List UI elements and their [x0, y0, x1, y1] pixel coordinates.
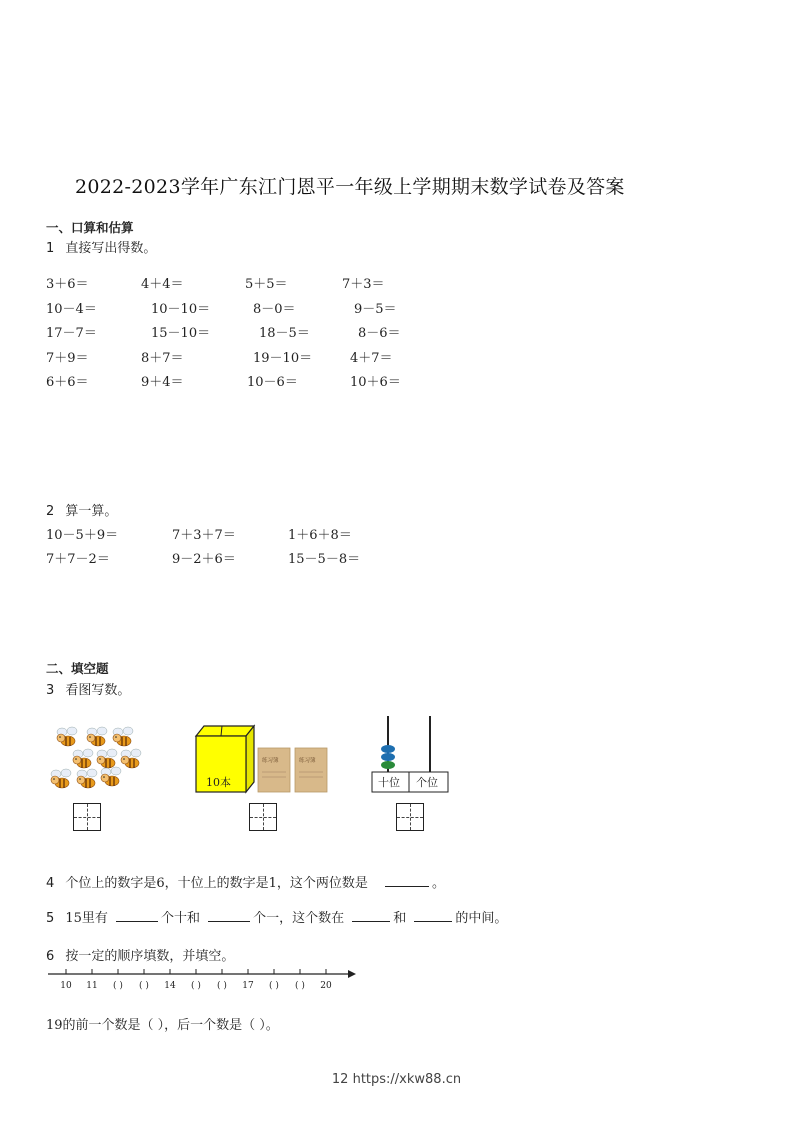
- equation: 9－2＋6＝: [172, 552, 236, 567]
- equation: 5＋5＝: [245, 277, 288, 292]
- question-text: 直接写出得数。: [65, 241, 157, 256]
- bee-icon: [101, 767, 121, 786]
- bee-icon: [87, 727, 107, 746]
- section-heading-1: 一、口算和估算: [46, 220, 134, 235]
- number-line-label: 11: [86, 981, 98, 991]
- number-line-label[interactable]: ( ): [113, 981, 123, 991]
- equation: 8－6＝: [358, 326, 401, 341]
- bee-icon: [121, 749, 141, 768]
- question-text-end: 。: [432, 876, 446, 891]
- number-line: [44, 964, 356, 994]
- bee-icon: [57, 727, 77, 746]
- equation: 10＋6＝: [350, 375, 401, 390]
- page-title: 2022-2023学年广东江门恩平一年级上学期期末数学试卷及答案: [75, 176, 625, 198]
- question-text: 个一，这个数在: [253, 911, 345, 926]
- notebook-label-2: 练习簿: [299, 758, 316, 764]
- equation: 10－10＝: [151, 301, 211, 317]
- equation: 3＋6＝: [46, 277, 89, 292]
- equation: 8－0＝: [253, 301, 296, 317]
- equation: 10－6＝: [247, 375, 298, 390]
- answer-box-1[interactable]: [73, 803, 101, 831]
- number-line-label: 10: [60, 981, 72, 991]
- equation: 7＋9＝: [46, 350, 89, 366]
- number-line-label[interactable]: ( ): [139, 981, 149, 991]
- equation: 6＋6＝: [46, 375, 89, 390]
- bead: [381, 761, 395, 769]
- bead: [381, 745, 395, 753]
- equation: 4＋7＝: [350, 350, 393, 366]
- question-text: 和: [393, 911, 407, 926]
- question-text: 按一定的顺序填数，并填空。: [65, 949, 235, 964]
- question-5: [46, 907, 507, 926]
- equation: 4＋4＝: [141, 277, 184, 292]
- number-line-label: 17: [242, 981, 254, 991]
- question-4: [46, 872, 445, 891]
- bee-icon: [51, 769, 71, 788]
- equation: 10－5＋9＝: [46, 528, 119, 543]
- abacus-tens-label: 十位: [378, 776, 400, 789]
- question-text: 算一算。: [65, 504, 118, 519]
- number-line-label[interactable]: ( ): [269, 981, 279, 991]
- equation: 17－7＝: [46, 326, 97, 341]
- question-6: [46, 945, 234, 964]
- question-text: 15里有: [65, 911, 108, 926]
- equation: 15－10＝: [151, 326, 211, 341]
- question-text: 个位上的数字是6，十位上的数字是1，这个两位数是: [65, 876, 368, 891]
- equation: 10－4＝: [46, 301, 97, 317]
- question-number: 3: [46, 683, 55, 698]
- bead: [381, 753, 395, 761]
- question-text: 个十和: [161, 911, 201, 926]
- bee-icon: [113, 727, 133, 746]
- answer-box-3[interactable]: [396, 803, 424, 831]
- question-number: 5: [46, 911, 55, 926]
- question-number: 4: [46, 876, 55, 891]
- bee-icon: [77, 769, 97, 788]
- abacus-ones-label: 个位: [416, 776, 438, 789]
- equation: 15－5－8＝: [288, 552, 361, 567]
- number-line-label[interactable]: ( ): [295, 981, 305, 991]
- question-6-blanks: 19的前一个数是（ ），后一个数是（ ）。: [46, 1018, 279, 1033]
- answer-box-2[interactable]: [249, 803, 277, 831]
- question-3: [46, 679, 130, 698]
- equation: 7＋7－2＝: [46, 552, 110, 567]
- section-heading-2: 二、填空题: [46, 661, 109, 676]
- question-number: 1: [46, 241, 55, 256]
- number-line-label: 20: [320, 981, 332, 991]
- box-and-notebooks-picture: [192, 722, 332, 794]
- bee-icon: [97, 749, 117, 768]
- answer-blank-ones[interactable]: [208, 909, 250, 922]
- box-label: 10本: [206, 776, 231, 789]
- question-text: 看图写数。: [65, 683, 131, 698]
- abacus-picture: [368, 714, 452, 796]
- equation: 18－5＝: [259, 326, 310, 341]
- equation: 1＋6＋8＝: [288, 528, 352, 543]
- answer-blank-lower[interactable]: [352, 909, 390, 922]
- question-number: 2: [46, 504, 55, 519]
- question-text: 的中间。: [455, 911, 508, 926]
- equation: 9＋4＝: [141, 375, 184, 390]
- equation: 8＋7＝: [141, 350, 184, 366]
- question-1: [46, 237, 156, 256]
- answer-blank-tens[interactable]: [116, 909, 158, 922]
- bee-icon: [73, 749, 93, 768]
- question-number: 6: [46, 949, 55, 964]
- number-line-label: 14: [164, 981, 176, 991]
- bees-picture: [46, 720, 146, 800]
- number-line-label[interactable]: ( ): [217, 981, 227, 991]
- page-footer: 12 https://xkw88.cn: [331, 1072, 462, 1087]
- equation: 19－10＝: [253, 350, 313, 366]
- equation: 7＋3＋7＝: [172, 528, 236, 543]
- answer-blank-upper[interactable]: [414, 909, 452, 922]
- notebook-label-1: 练习簿: [262, 758, 279, 764]
- number-line-label[interactable]: ( ): [191, 981, 201, 991]
- equation: 7＋3＝: [342, 277, 385, 292]
- equation: 9－5＝: [354, 301, 397, 317]
- answer-blank[interactable]: [385, 874, 429, 887]
- question-2: [46, 500, 117, 519]
